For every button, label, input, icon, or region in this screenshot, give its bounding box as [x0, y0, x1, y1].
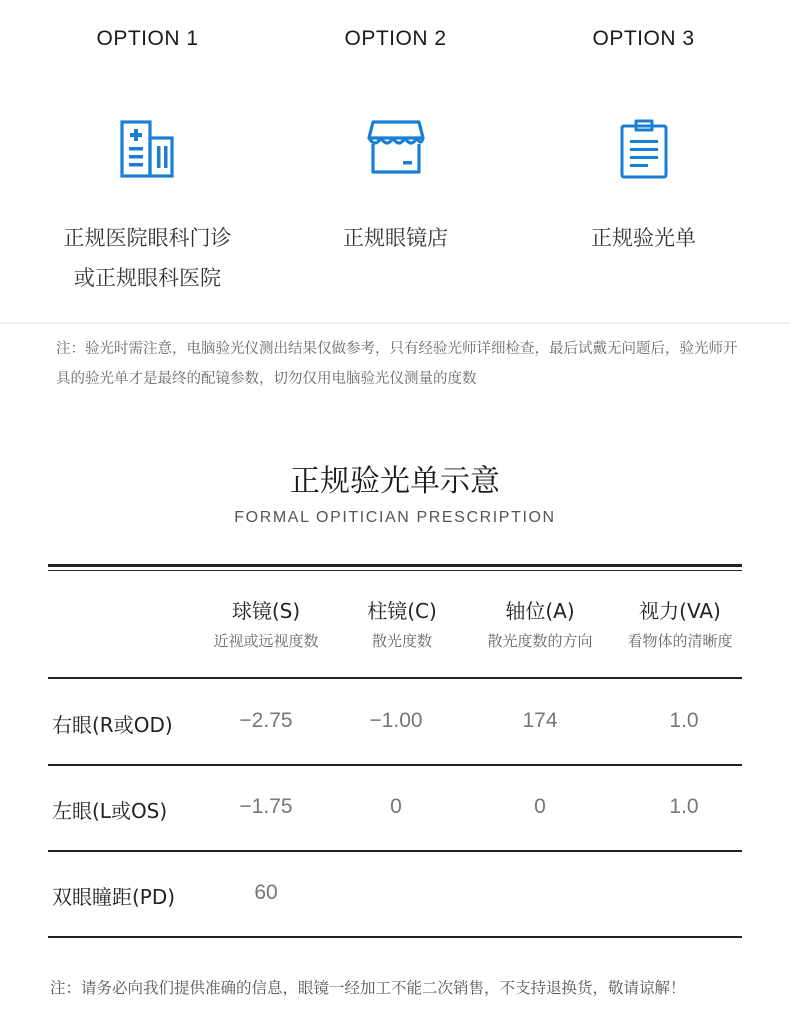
clipboard-icon — [619, 118, 669, 184]
table-cell: 60 — [254, 881, 278, 904]
table-cell: 174 — [522, 709, 558, 732]
table-cell: 1.0 — [669, 709, 699, 732]
column-header-sphere: 球镜(S) 近视或远视度数 — [213, 599, 319, 650]
column-header-axis: 轴位(A) 散光度数的方向 — [487, 599, 593, 650]
table-row-divider — [48, 850, 742, 852]
option-3-label: 正规验光单 — [591, 226, 696, 250]
row-label-pupillary-distance: 双眼瞳距(PD) — [52, 885, 176, 909]
hospital-icon — [118, 118, 178, 184]
prescription-subtitle: FORMAL OPITICIAN PRESCRIPTION — [234, 509, 556, 526]
option-2-title: OPTION 2 — [344, 27, 447, 50]
option-1-title: OPTION 1 — [96, 27, 199, 50]
table-top-rule-1 — [48, 564, 742, 567]
refraction-note: 注：验光时需注意，电脑验光仪测出结果仅做参考，只有经验光师详细检查，最后试戴无问题后，验光师开具的验光单才是最终的配镜参数，切勿仅用电脑验光仪测量的度数 — [56, 341, 738, 387]
option-1-label: 正规医院眼科门诊 或正规眼科医院 — [63, 226, 232, 290]
row-label-right-eye: 右眼(R或OD) — [52, 713, 173, 737]
table-bottom-rule — [48, 936, 742, 938]
table-cell: 1.0 — [669, 795, 699, 818]
table-cell: 0 — [390, 795, 402, 818]
after-sales-note: 注：请务必向我们提供准确的信息，眼镜一经加工不能二次销售，不支持退换货，敬请谅解！ — [50, 979, 686, 997]
table-row-divider — [48, 677, 742, 679]
row-label-left-eye: 左眼(L或OS) — [52, 799, 168, 823]
option-3-title: OPTION 3 — [592, 27, 695, 50]
prescription-title: 正规验光单示意 — [290, 464, 500, 499]
table-top-rule-2 — [48, 570, 742, 571]
table-cell: 0 — [534, 795, 546, 818]
column-header-visual-acuity: 视力(VA) 看物体的清晰度 — [627, 599, 733, 650]
table-cell: −2.75 — [239, 709, 293, 732]
shop-icon — [365, 118, 427, 180]
table-cell: −1.75 — [239, 795, 293, 818]
table-row-divider — [48, 764, 742, 766]
option-2-label: 正规眼镜店 — [343, 226, 448, 250]
column-header-cylinder: 柱镜(C) 散光度数 — [367, 599, 437, 650]
table-cell: −1.00 — [369, 709, 423, 732]
